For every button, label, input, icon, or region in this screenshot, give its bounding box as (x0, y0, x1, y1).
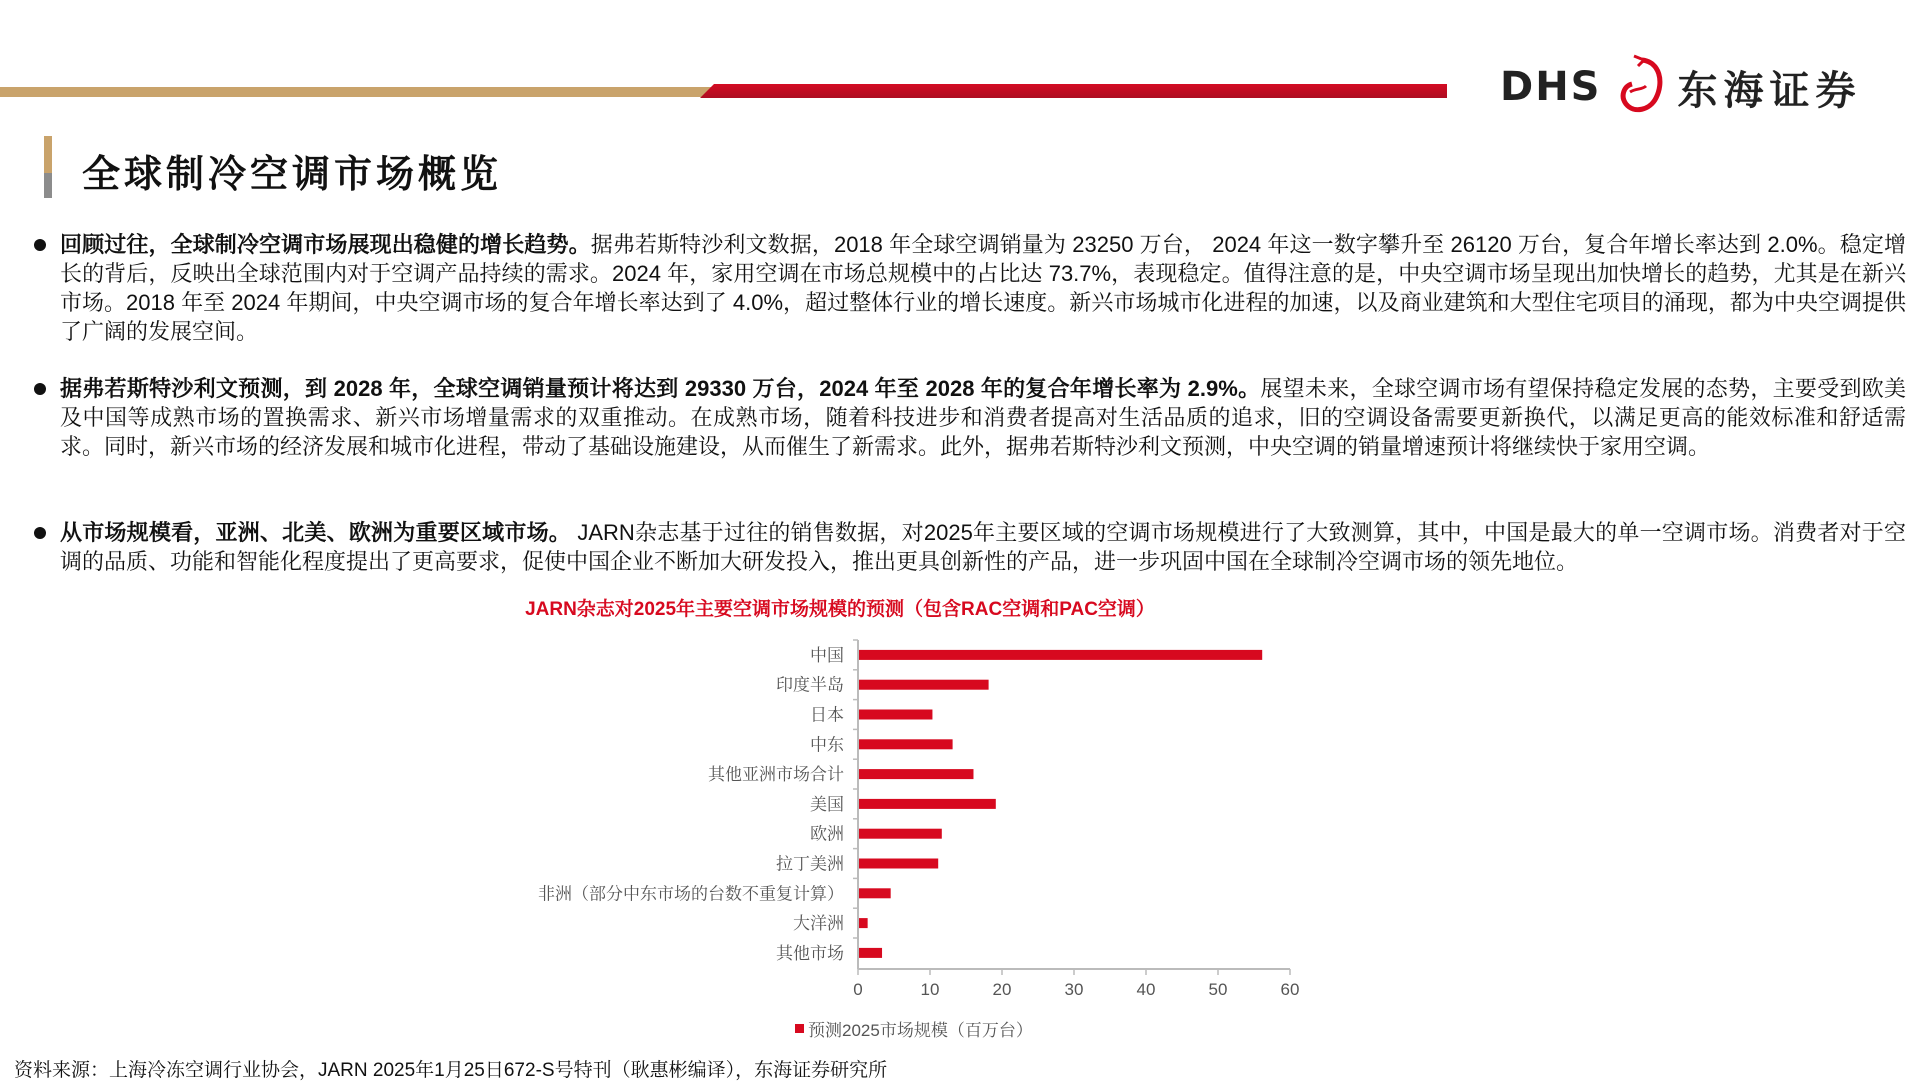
category-label: 中国 (810, 645, 844, 665)
x-tick-label: 40 (1136, 980, 1156, 999)
bar-3 (859, 739, 953, 749)
bar-7 (859, 859, 938, 869)
category-label: 其他市场 (776, 943, 844, 963)
category-label: 拉丁美洲 (776, 854, 844, 874)
category-label: 非洲（部分中东市场的台数不重复计算） (538, 884, 844, 904)
category-label: 印度半岛 (776, 675, 844, 695)
bar-1 (859, 680, 989, 690)
bar-10 (859, 948, 882, 958)
x-tick-label: 30 (1064, 980, 1084, 999)
source-note: 资料来源：上海冷冻空调行业协会，JARN 2025年1月25日672-S号特刊（耿惠彬编译），东海证券研究所 (14, 1060, 888, 1081)
legend-swatch (795, 1024, 804, 1033)
category-label: 大洋洲 (793, 914, 844, 934)
bar-4 (859, 769, 973, 779)
bar-0 (859, 650, 1262, 660)
bullet-text: 展望未来，全球空调市场有望保持稳定发展的态势，主要受到欧美及中国等成熟市场的置换需求、新兴市场增量需求的双重推动。在成熟市场，随着科技进步和消费者提高对生活品质的追求，旧的空调设备需要更新换代，以满足更高的能效标准和舒适需求。同时，新兴市场的经济发展和城市化进程，带动了基础设施建设，从而催生了新需求。此外，据弗若斯特沙利文预测，中央空调的销量增速预计将继续快于家用空调。 (60, 376, 1906, 459)
bar-5 (859, 799, 996, 809)
category-label: 中东 (810, 735, 844, 755)
x-tick-label: 60 (1280, 980, 1300, 999)
chart-legend (795, 1016, 1033, 1041)
category-label: 其他亚洲市场合计 (708, 765, 844, 785)
x-tick-label: 20 (992, 980, 1012, 999)
x-tick-label: 50 (1208, 980, 1228, 999)
bar-8 (859, 888, 891, 898)
category-label: 美国 (810, 794, 844, 814)
logo-chinese-text: 东海证券 (1677, 67, 1862, 114)
bullet-text: 据弗若斯特沙利文数据，2018 年全球空调销量为 23250 万台， 2024 年这一数字攀升至 26120 万台，复合年增长率达到 2.0%。稳定增长的背后，反映出全球范围内对于空调产品持续的需求。2024 年，家用空调在市场总规模中的占比达 73.7%，表现稳定。值得注意的是，中央空调市场呈现出加快增长的趋势，尤其是在新兴市场。2018 年至 2024 年期间，中央空调市场的复合年增长率达到了 4.0%，超过整体行业的增长速度。新兴市场城市化进程的加速，以及商业建筑和大型住宅项目的涌现，都为中央空调提供了广阔的发展空间。 (60, 232, 1906, 344)
legend-label: 预测2025市场规模（百万台） (808, 1021, 1033, 1040)
logo-dhs-text: DHS (1500, 64, 1602, 110)
x-tick-label: 0 (853, 980, 863, 999)
category-label: 日本 (810, 705, 844, 725)
bullet-bold-text: 从市场规模看，亚洲、北美、欧洲为重要区域市场。 (60, 520, 572, 545)
x-tick-label: 10 (920, 980, 940, 999)
bullet-text: JARN杂志基于过往的销售数据，对2025年主要区域的空调市场规模进行了大致测算，其中，中国是最大的单一空调市场。消费者对于空调的品质、功能和智能化程度提出了更高要求，促使中国企业不断加大研发投入，推出更具创新性的产品，进一步巩固中国在全球制冷空调市场的领先地位。 (60, 520, 1906, 574)
chart-title: JARN杂志对2025年主要空调市场规模的预测（包含RAC空调和PAC空调） (525, 599, 1155, 620)
page-title: 全球制冷空调市场概览 (82, 151, 503, 196)
bullet-bold-text: 据弗若斯特沙利文预测，到 2028 年，全球空调销量预计将达到 29330 万台，2024 年至 2028 年的复合年增长率为 2.9%。 (60, 376, 1261, 401)
bar-9 (859, 918, 868, 928)
bar-2 (859, 710, 932, 720)
bullet-bold-text: 回顾过往，全球制冷空调市场展现出稳健的增长趋势。 (60, 232, 591, 257)
category-label: 欧洲 (810, 824, 844, 844)
bar-6 (859, 829, 942, 839)
